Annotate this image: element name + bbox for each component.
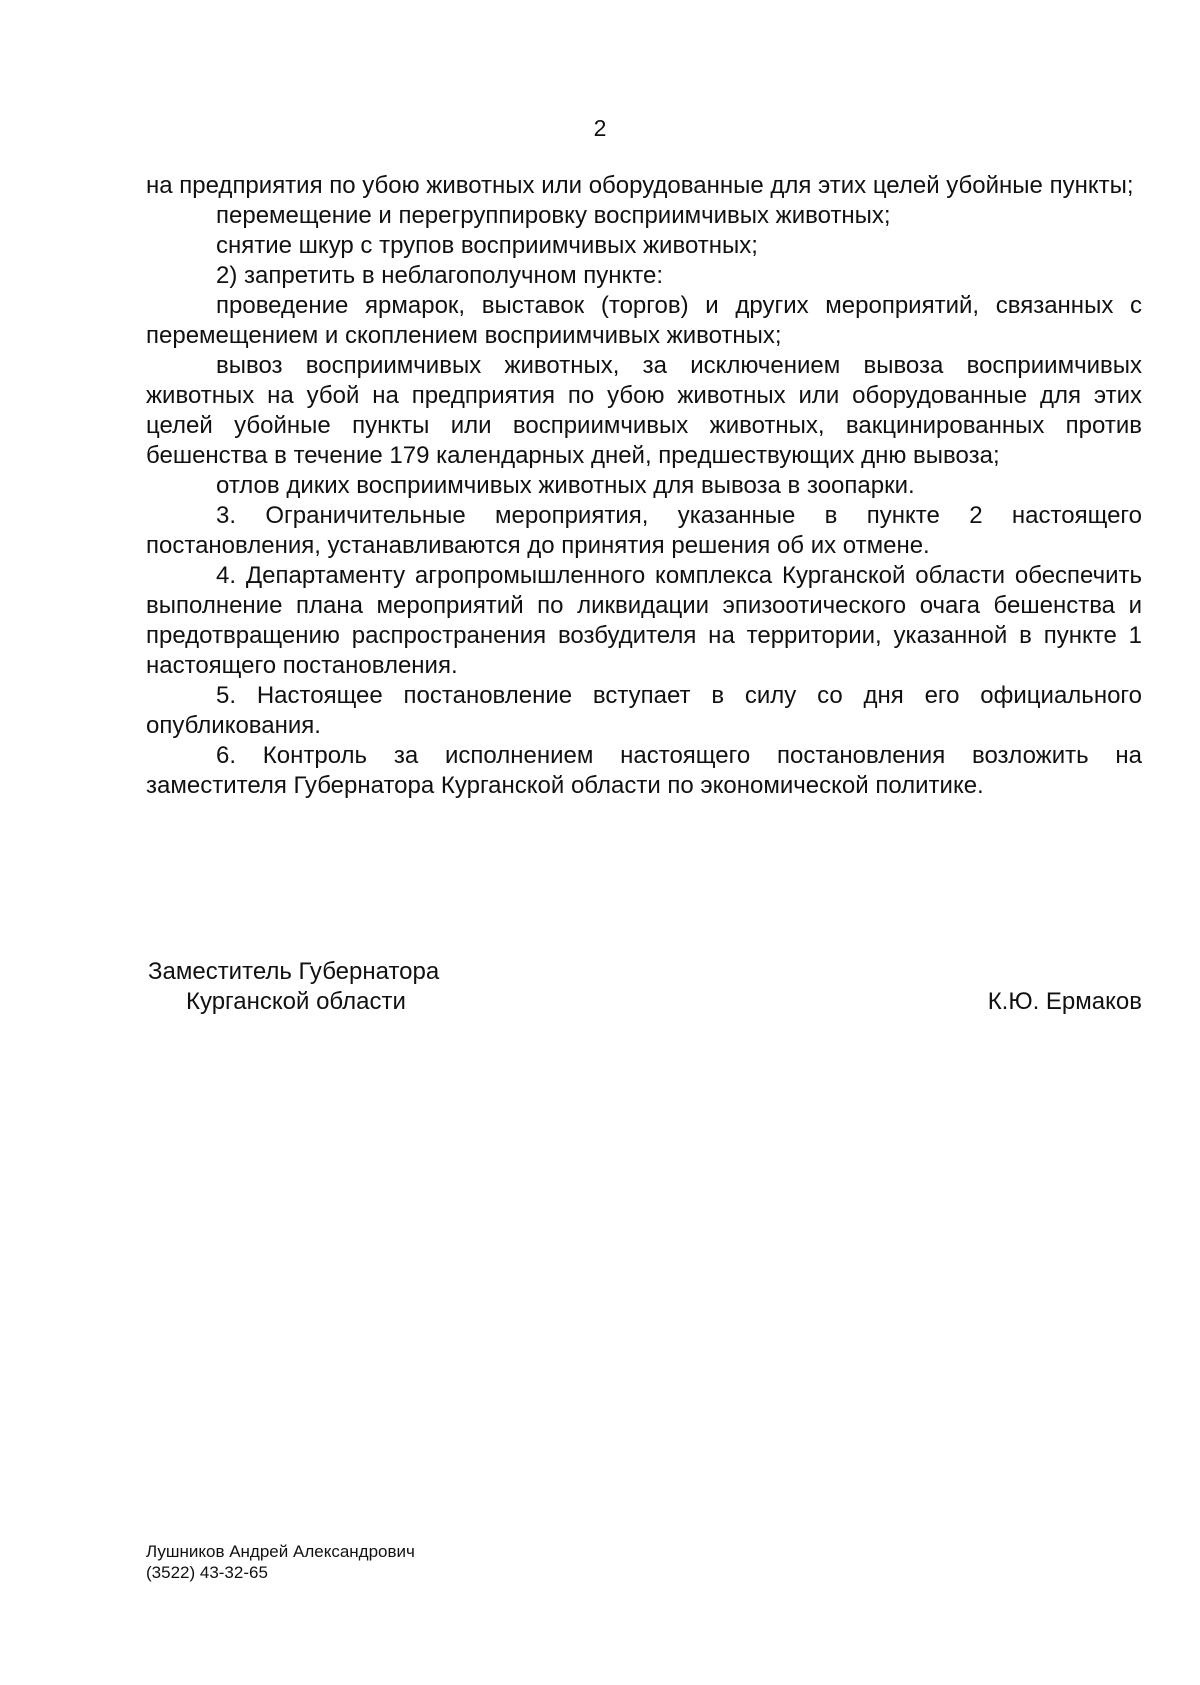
- page-number: 2: [593, 115, 607, 141]
- paragraph-item-4: 4. Департаменту агропромышленного комплекса Курганской области обеспечить выполнение плана мероприятий по ликвидации эпизоотического очага бешенства и предотвращению распространения возбудителя на территории, указанной в пункте 1 настоящего постановления.: [146, 562, 1142, 679]
- paragraph: снятие шкур с трупов восприимчивых животных;: [216, 232, 758, 259]
- paragraph: вывоз восприимчивых животных, за исключением вывоза восприимчивых животных на убой на предприятия по убою животных или оборудованные для этих целей убойные пункты или восприимчивых животных, вакцинированных против бешенства в течение 179 календарных дней, предшествующих дню вывоза;: [146, 352, 1142, 469]
- paragraph-item-3: 3. Ограничительные мероприятия, указанные в пункте 2 настоящего постановления, устанавливаются до принятия решения об их отмене.: [146, 502, 1142, 559]
- paragraph: 2) запретить в неблагополучном пункте:: [216, 262, 664, 289]
- executor-name: Лушников Андрей Александрович: [146, 1542, 415, 1561]
- executor-info: [146, 1541, 415, 1583]
- signature-block: [148, 957, 1142, 1017]
- paragraph-item-5: 5. Настоящее постановление вступает в силу со дня его официального опубликования.: [146, 682, 1142, 739]
- executor-phone: (3522) 43-32-65: [146, 1563, 268, 1582]
- signatory-name: К.Ю. Ермаков: [987, 988, 1142, 1015]
- paragraph: перемещение и перегруппировку восприимчивых животных;: [216, 202, 891, 229]
- paragraph-item-6: 6. Контроль за исполнением настоящего постановления возложить на заместителя Губернатора Курганской области по экономической политике.: [146, 742, 1142, 799]
- paragraph: отлов диких восприимчивых животных для вывоза в зоопарки.: [216, 472, 915, 499]
- signatory-position-line1: Заместитель Губернатора: [148, 958, 440, 985]
- paragraph-continuation: на предприятия по убою животных или оборудованные для этих целей убойные пункты;: [146, 172, 1134, 199]
- signatory-position-line2: Курганской области: [186, 988, 406, 1015]
- document-body: [146, 171, 1142, 801]
- paragraph: проведение ярмарок, выставок (торгов) и других мероприятий, связанных с перемещением и скоплением восприимчивых животных;: [146, 292, 1142, 349]
